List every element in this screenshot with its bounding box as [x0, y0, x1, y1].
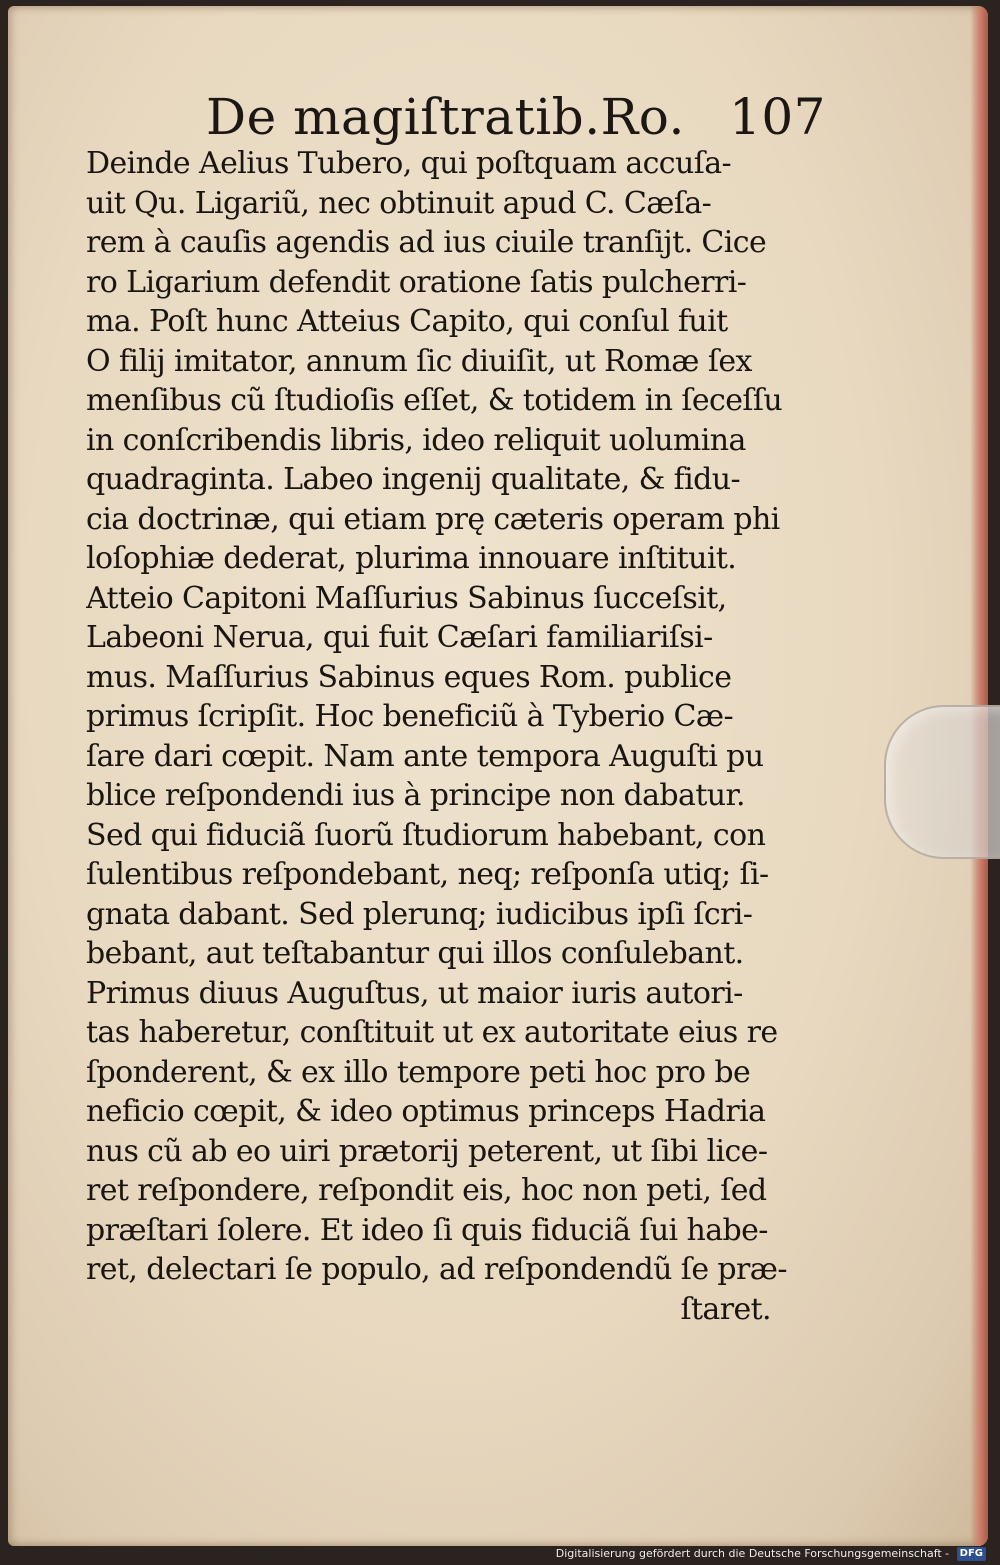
- text-line: nus cũ ab eo uiri prætorij peterent, ut ſibi lice-: [86, 1133, 768, 1169]
- footer-credit-text: Digitalisierung gefördert durch die Deutsche Forschungsgemeinschaft -: [555, 1547, 950, 1560]
- text-line: ſare dari cœpit. Nam ante tempora Auguſti pu: [86, 738, 764, 774]
- text-line: Deinde Aelius Tubero, qui poſtquam accuſa-: [86, 146, 732, 181]
- text-line: ſponderent, & ex illo tempore peti hoc pro be: [86, 1054, 751, 1090]
- text-line: ma. Poſt hunc Atteius Capito, qui conſul fuit: [86, 304, 728, 339]
- text-line: ret reſpondere, reſpondit eis, hoc non peti, ſed: [86, 1173, 767, 1208]
- text-line: bebant, aut teſtabantur qui illos conſulebant.: [86, 936, 744, 971]
- text-line: mus. Maſſurius Sabinus eques Rom. publice: [86, 659, 732, 695]
- text-line: Primus diuus Auguſtus, ut maior iuris autori-: [86, 975, 743, 1011]
- text-line: uit Qu. Ligariũ, nec obtinuit apud C. Cæſa-: [86, 185, 712, 221]
- text-line: O filij imitator, annum ſic diuiſit, ut Romæ ſex: [86, 343, 752, 379]
- text-line: præſtari ſolere. Et ideo ſi quis fiduciã ſui habe-: [86, 1212, 768, 1248]
- text-line: blice reſpondendi ius à principe non dabatur.: [86, 778, 745, 813]
- text-line: ſulentibus reſpondebant, neq; reſponſa utiq; ſi-: [86, 857, 769, 892]
- text-line: in conſcribendis libris, ideo reliquit uolumina: [86, 422, 746, 458]
- text-line: menſibus cũ ſtudioſis eſſet, & totidem in ſeceſſu: [86, 383, 783, 418]
- text-line: Sed qui fiduciã ſuorũ ſtudiorum habebant, con: [86, 817, 766, 853]
- text-line: neficio cœpit, & ideo optimus princeps Hadria: [86, 1094, 766, 1129]
- book-page: [8, 6, 988, 1546]
- text-line: ret, delectari ſe populo, ad reſpondendũ ſe præ-: [86, 1252, 787, 1287]
- text-line: tas haberetur, conſtituit ut ex autoritate eius re: [86, 1015, 778, 1050]
- dfg-logo: DFG: [957, 1547, 986, 1561]
- text-line: primus ſcripſit. Hoc beneficiũ à Tyberio Cæ-: [86, 699, 734, 734]
- text-line: Labeoni Nerua, qui fuit Cæſari familiariſsi-: [86, 620, 713, 655]
- footer-credit: [556, 1546, 986, 1562]
- running-head: [206, 84, 826, 150]
- text-line: Atteio Capitoni Maſſurius Sabinus ſucceſsit,: [86, 580, 727, 616]
- running-head-title: De magiſtratib.Ro.: [206, 88, 685, 146]
- text-line: ro Ligarium defendit oratione ſatis pulcherri-: [86, 264, 747, 300]
- folio-number: 107: [729, 88, 826, 146]
- page-clip: [884, 705, 1000, 859]
- text-block: [86, 144, 801, 1329]
- text-line: gnata dabant. Sed plerunq; iudicibus ipſi ſcri-: [86, 896, 753, 932]
- text-line: quadraginta. Labeo ingenij qualitate, & fidu-: [86, 462, 740, 497]
- text-line: loſophiæ dederat, plurima innouare inſtituit.: [86, 541, 737, 576]
- text-line: cia doctrinæ, qui etiam prę cæteris operam phi: [86, 501, 780, 537]
- text-line: rem à cauſis agendis ad ius ciuile tranſijt. Cice: [86, 225, 767, 260]
- catchword: ſtaret.: [680, 1291, 771, 1327]
